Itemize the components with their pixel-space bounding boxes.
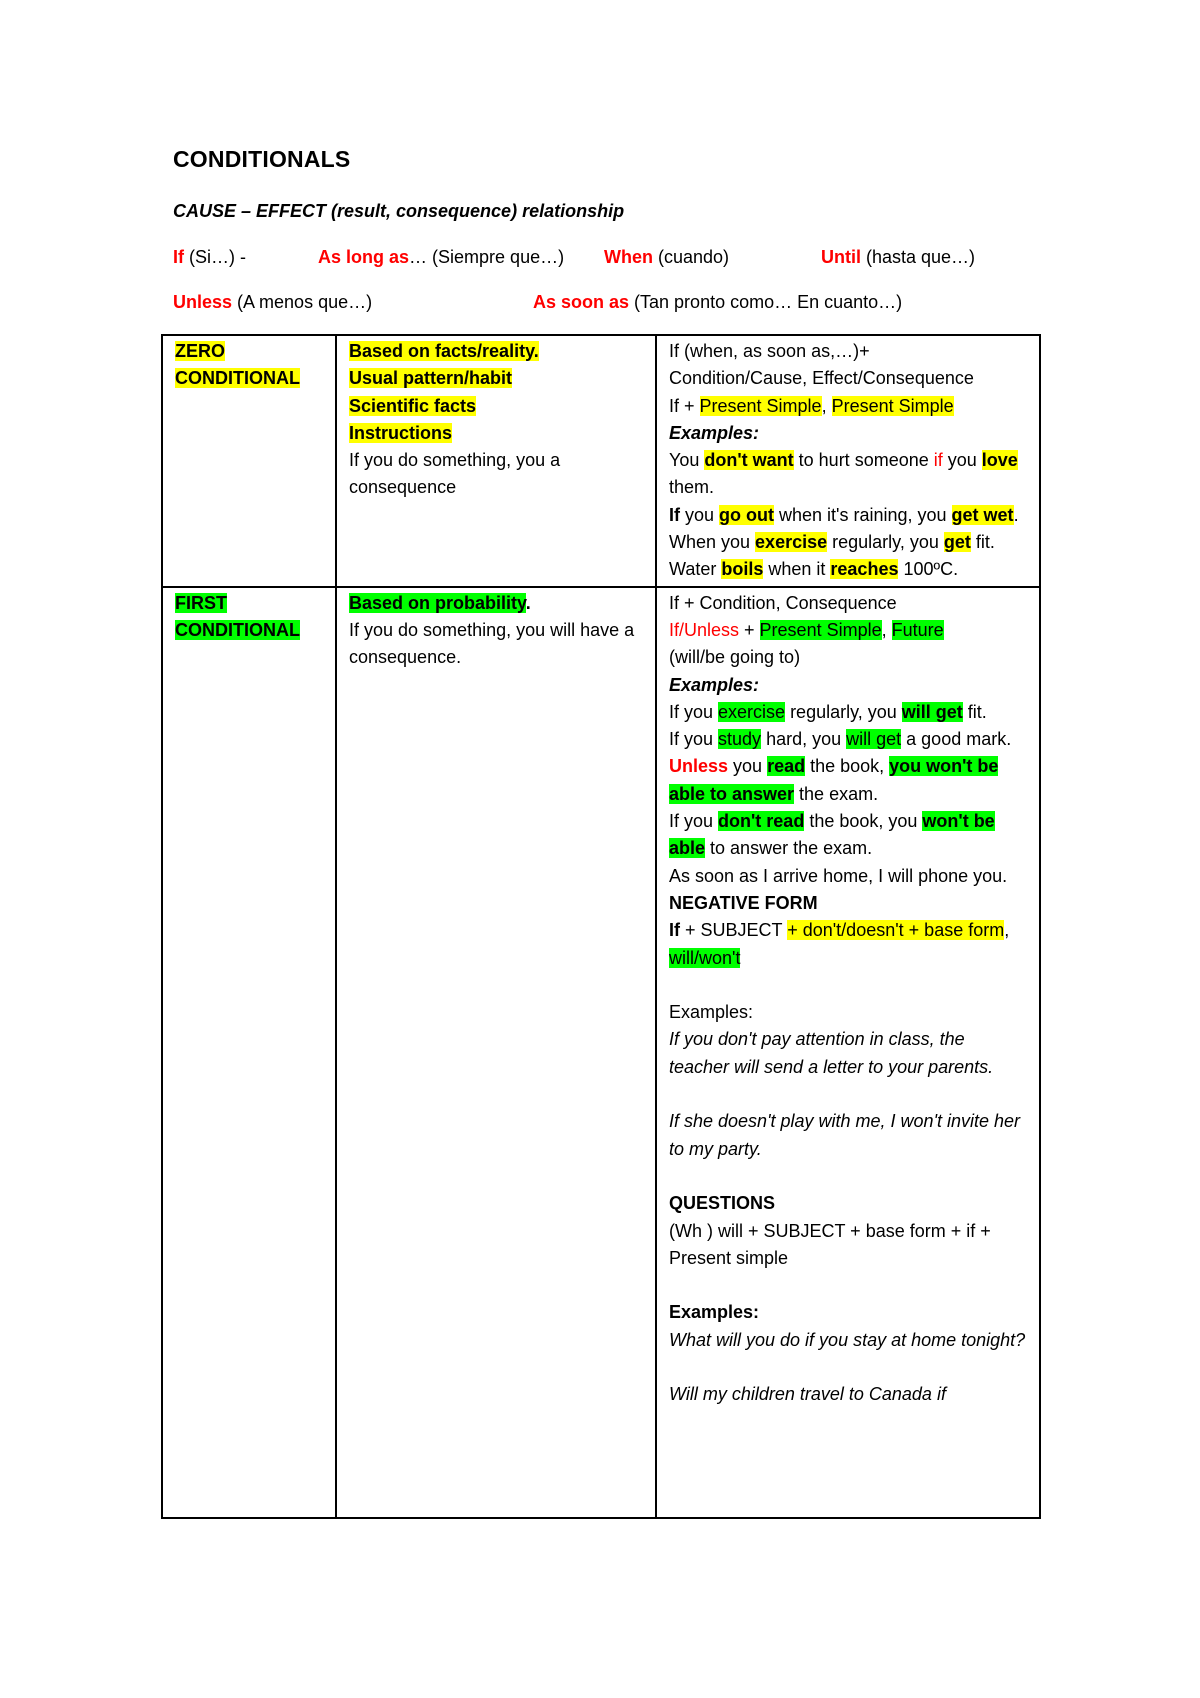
first-name-cell: FIRST CONDITIONAL — [162, 587, 336, 1518]
use-item: Based on probability — [349, 592, 526, 613]
first-conditional-row — [162, 587, 1040, 1518]
page-subtitle: CAUSE – EFFECT (result, consequence) relationship — [173, 201, 625, 221]
zero-formula: If + Present Simple, Present Simple — [669, 395, 954, 416]
question-formula: (Wh ) will + SUBJECT + base form + if + Present simple — [669, 1220, 991, 1268]
first-uses-cell: Based on probability. If you do something, you will have a consequence. — [336, 587, 656, 1518]
keyword-until: Until (hasta que…) — [821, 247, 976, 267]
negative-form-heading: NEGATIVE FORM — [669, 892, 818, 913]
keyword-as-soon-as: As soon as (Tan pronto como… En cuanto…) — [533, 292, 903, 312]
first-structure-cell: If + Condition, Consequence If/Unless + Present Simple, Future (will/be going to) Examples: If you exercise regularly, you will get fit. If you study hard, you will get a good mark. Unless you read the book, you won't be able to answer the exam. If you don't read the book, you won't be able to answer the exam. As soon as I arrive home, I will phone you. NEGATIVE FORM If + SUBJECT + don't/doesn't + base form, will/won't Examples: If you don't pay attention in class, the teacher will send a letter to your parents. If she doesn't play with me, I won't invite her to my party. QUESTIONS (Wh ) will + SUBJECT + base form + if + Present simple Examples: What will you do if you stay at home tonight? Will my children travel to Canada if — [656, 587, 1040, 1518]
example-sentence: If you study hard, you will get a good mark. — [669, 729, 1012, 750]
example-sentence: As soon as I arrive home, I will phone you. — [669, 865, 1008, 886]
zero-conditional-row — [162, 335, 1040, 587]
example-sentence: If she doesn't play with me, I won't invite her to my party. — [669, 1111, 1021, 1159]
keyword-if: If (Si…) - — [173, 247, 246, 267]
first-formula: If/Unless + Present Simple, Future — [669, 619, 944, 640]
example-sentence: Unless you read the book, you won't be able to answer the exam. — [669, 756, 999, 804]
negative-formula: If + SUBJECT + don't/doesn't + base form, will/won't — [669, 920, 1010, 968]
example-sentence: If you exercise regularly, you will get fit. — [669, 701, 987, 722]
example-sentence: When you exercise regularly, you get fit. — [669, 532, 995, 553]
questions-heading: QUESTIONS — [669, 1193, 776, 1214]
example-sentence: Water boils when it reaches 100ºC. — [669, 559, 959, 580]
zero-description: If you do something, you a consequence — [349, 450, 561, 498]
example-sentence: If you don't pay attention in class, the teacher will send a letter to your parents. — [669, 1029, 994, 1077]
zero-uses-cell — [336, 335, 656, 587]
example-sentence: If you don't read the book, you won't be able to answer the exam. — [669, 811, 995, 859]
first-description: If you do something, you will have a consequence. — [349, 619, 635, 668]
use-item: Usual pattern/habit — [349, 368, 513, 389]
example-sentence: If you go out when it's raining, you get wet. — [669, 504, 1019, 525]
use-item: Based on facts/reality. — [349, 341, 539, 361]
use-item: Scientific facts — [349, 395, 477, 416]
example-sentence: What will you do if you stay at home tonight? — [669, 1329, 1026, 1350]
keyword-as-long-as: As long as… (Siempre que…) — [318, 247, 565, 267]
use-item: Instructions — [349, 422, 453, 443]
zero-structure-cell: If (when, as soon as,…)+ Condition/Cause, Effect/Consequence If + Present Simple, Present Simple Examples: You don't want to hurt someone if you love them. If you go out when it's raining, you get wet. When you exercise regularly, you get fit. Water boils when it reaches 100ºC. — [656, 335, 1040, 587]
keyword-when: When (cuando) — [604, 247, 730, 267]
zero-name-cell: ZERO CONDITIONAL — [162, 335, 336, 587]
example-sentence: You don't want to hurt someone if you love them. — [669, 450, 1018, 498]
page-title: CONDITIONALS — [173, 146, 351, 172]
keyword-unless: Unless (A menos que…) — [173, 292, 373, 312]
conditionals-table — [161, 334, 1041, 1519]
example-sentence: Will my children travel to Canada if — [669, 1384, 946, 1405]
